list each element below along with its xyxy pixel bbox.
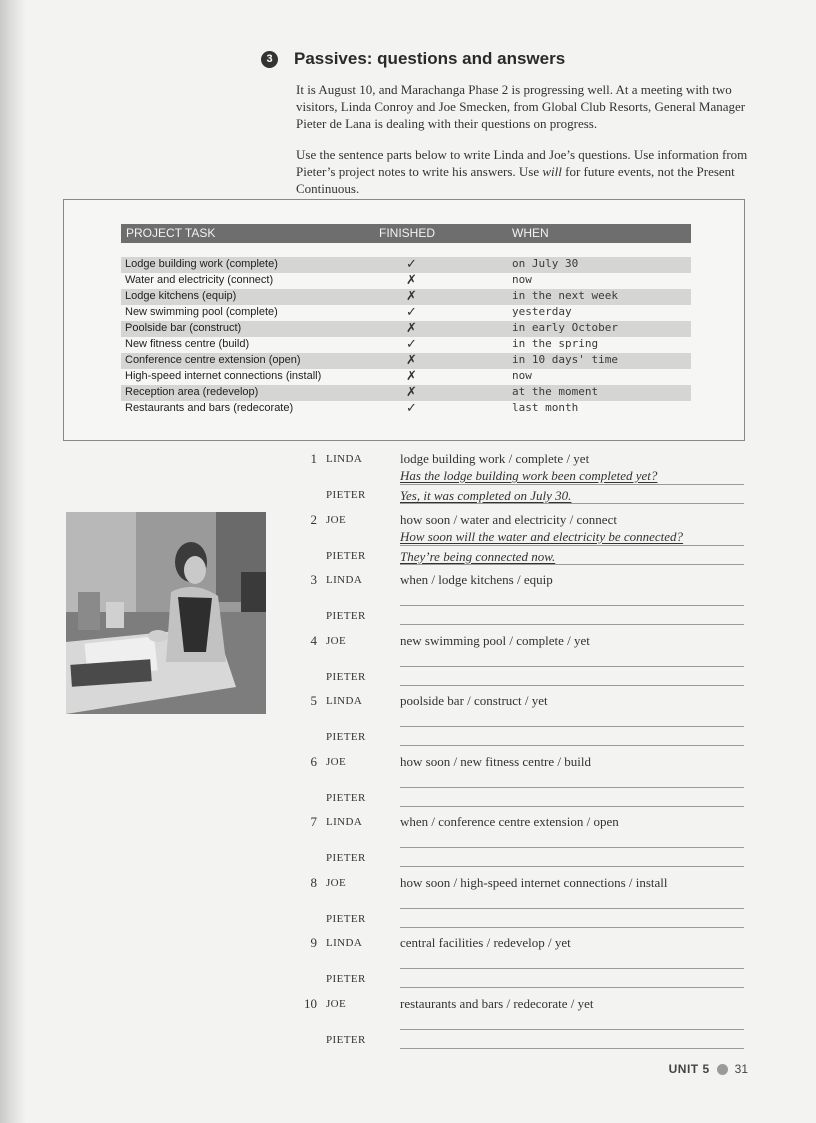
speaker-pieter: PIETER [326,610,366,622]
when-cell: yesterday [512,305,572,318]
speaker-joe: JOE [326,755,347,768]
cross-mark-icon: ✗ [406,320,417,335]
question-write-line[interactable] [400,484,744,485]
header-when: WHEN [512,226,549,240]
speaker-pieter: PIETER [326,489,366,501]
question-write-line[interactable] [400,908,744,909]
table-row [121,337,691,353]
header-project-task: PROJECT TASK [126,226,216,240]
table-row [121,385,691,401]
header-finished: FINISHED [379,226,436,240]
instruction-emphasis: will [542,164,562,179]
cross-mark-icon: ✗ [406,272,417,287]
question-write-line[interactable] [400,847,744,848]
model-answer: They’re being connected now. [400,548,556,564]
cross-mark-icon: ✗ [406,352,417,367]
table-row [121,401,691,417]
task-cell: Lodge building work (complete) [125,258,278,270]
model-question: Has the lodge building work been completed yet? [400,468,658,483]
when-cell: now [512,273,532,286]
question-write-line[interactable] [400,968,744,969]
when-cell: in the next week [512,289,618,302]
check-mark-icon: ✓ [406,336,417,351]
when-cell: in 10 days' time [512,353,618,366]
table-row [121,305,691,321]
table-row [121,321,691,337]
answer-write-line[interactable] [400,564,744,565]
speaker-linda: LINDA [326,453,363,465]
speaker-pieter: PIETER [326,549,366,562]
sentence-prompt: how soon / water and electricity / connect [400,511,617,527]
speaker-linda: LINDA [326,574,363,586]
footer-dot-icon [717,1064,728,1075]
task-cell: Reception area (redevelop) [125,386,259,398]
task-cell: New fitness centre (build) [125,338,250,350]
task-cell: High-speed internet connections (install) [125,370,322,382]
item-number: 9 [310,935,317,950]
question-write-line[interactable] [400,1029,744,1030]
item-number: 5 [310,693,317,708]
answer-write-line[interactable] [400,745,744,746]
when-cell: now [512,369,532,382]
check-mark-icon: ✓ [406,304,417,319]
item-number: 7 [310,814,317,829]
unit-label: UNIT 5 [668,1062,710,1076]
meeting-photo-illustration [66,512,266,714]
question-write-line[interactable] [400,545,744,546]
speaker-pieter: PIETER [326,731,366,743]
sentence-prompt: lodge building work / complete / yet [400,451,590,466]
speaker-pieter: PIETER [326,973,366,985]
task-cell: New swimming pool (complete) [125,306,278,318]
when-cell: in the spring [512,337,599,350]
question-write-line[interactable] [400,726,744,727]
answer-write-line[interactable] [400,806,744,807]
page-footer [669,1062,748,1076]
cross-mark-icon: ✗ [406,368,417,383]
answer-write-line[interactable] [400,866,744,867]
check-mark-icon: ✓ [406,400,417,415]
sentence-prompt: new swimming pool / complete / yet [400,632,590,648]
meeting-photo [66,512,266,714]
speaker-pieter: PIETER [326,670,366,683]
when-cell: on July 30 [512,257,579,270]
question-write-line[interactable] [400,666,744,667]
table-row [121,257,691,273]
when-cell: at the moment [512,385,599,398]
exercise-number-badge: 3 [261,51,278,68]
speaker-linda: LINDA [326,937,363,949]
exercise-title: Passives: questions and answers [294,49,566,68]
instruction-paragraph: Use the sentence parts below to write Linda and Joe’s questions. Use information from Pieter’s project notes to write his answers. Use will for future events, not the Present Continuous. [296,147,748,196]
speaker-joe: JOE [326,513,347,526]
answer-write-line[interactable] [400,1048,744,1049]
item-number: 10 [304,995,317,1011]
sentence-prompt: poolside bar / construct / yet [400,693,548,708]
intro-paragraph: It is August 10, and Marachanga Phase 2 is progressing well. At a meeting with two visitors, Linda Conroy and Joe Smecken, from Global Club Resorts, General Manager Pieter de Lana is dealing with their questions on progress. [296,82,746,131]
item-number: 2 [310,511,317,527]
task-cell: Conference centre extension (open) [125,354,301,366]
cross-mark-icon: ✗ [406,288,417,303]
item-number: 3 [310,572,317,587]
answer-write-line[interactable] [400,685,744,686]
item-number: 4 [310,632,317,648]
table-row [121,369,691,385]
table-row [121,353,691,369]
speaker-joe: JOE [326,876,347,889]
when-cell: last month [512,401,579,414]
table-header [121,224,691,243]
speaker-pieter: PIETER [326,1033,366,1046]
model-answer: Yes, it was completed on July 30. [400,488,572,503]
table-row [121,289,691,305]
sentence-prompt: restaurants and bars / redecorate / yet [400,995,594,1011]
answer-write-line[interactable] [400,987,744,988]
task-cell: Poolside bar (construct) [125,322,242,334]
speaker-pieter: PIETER [326,912,366,925]
exercise-header [261,48,565,70]
item-number: 8 [310,874,317,890]
sentence-prompt: central facilities / redevelop / yet [400,935,571,950]
answer-write-line[interactable] [400,503,744,504]
sentence-prompt: how soon / new fitness centre / build [400,753,591,769]
speaker-linda: LINDA [326,695,363,707]
answer-write-line[interactable] [400,624,744,625]
speaker-linda: LINDA [326,816,363,828]
speaker-pieter: PIETER [326,791,366,804]
check-mark-icon: ✓ [406,256,417,271]
sentence-prompt: when / conference centre extension / open [400,814,619,829]
cross-mark-icon: ✗ [406,384,417,399]
task-cell: Restaurants and bars (redecorate) [125,402,294,414]
sentence-prompt: when / lodge kitchens / equip [400,572,553,587]
task-cell: Water and electricity (connect) [125,274,274,286]
task-cell: Lodge kitchens (equip) [125,290,237,302]
speaker-joe: JOE [326,634,347,647]
answer-write-line[interactable] [400,927,744,928]
when-cell: in early October [512,321,618,334]
question-write-line[interactable] [400,605,744,606]
speaker-pieter: PIETER [326,852,366,864]
page-number: 31 [734,1062,748,1076]
question-write-line[interactable] [400,787,744,788]
book-spine-shadow [0,0,26,1123]
item-number: 6 [310,753,317,769]
speaker-joe: JOE [326,997,347,1010]
sentence-prompt: how soon / high-speed internet connections / install [400,874,668,890]
item-number: 1 [310,451,317,466]
project-notes-box [63,199,745,441]
model-question: How soon will the water and electricity be connected? [400,528,684,544]
table-row [121,273,691,289]
